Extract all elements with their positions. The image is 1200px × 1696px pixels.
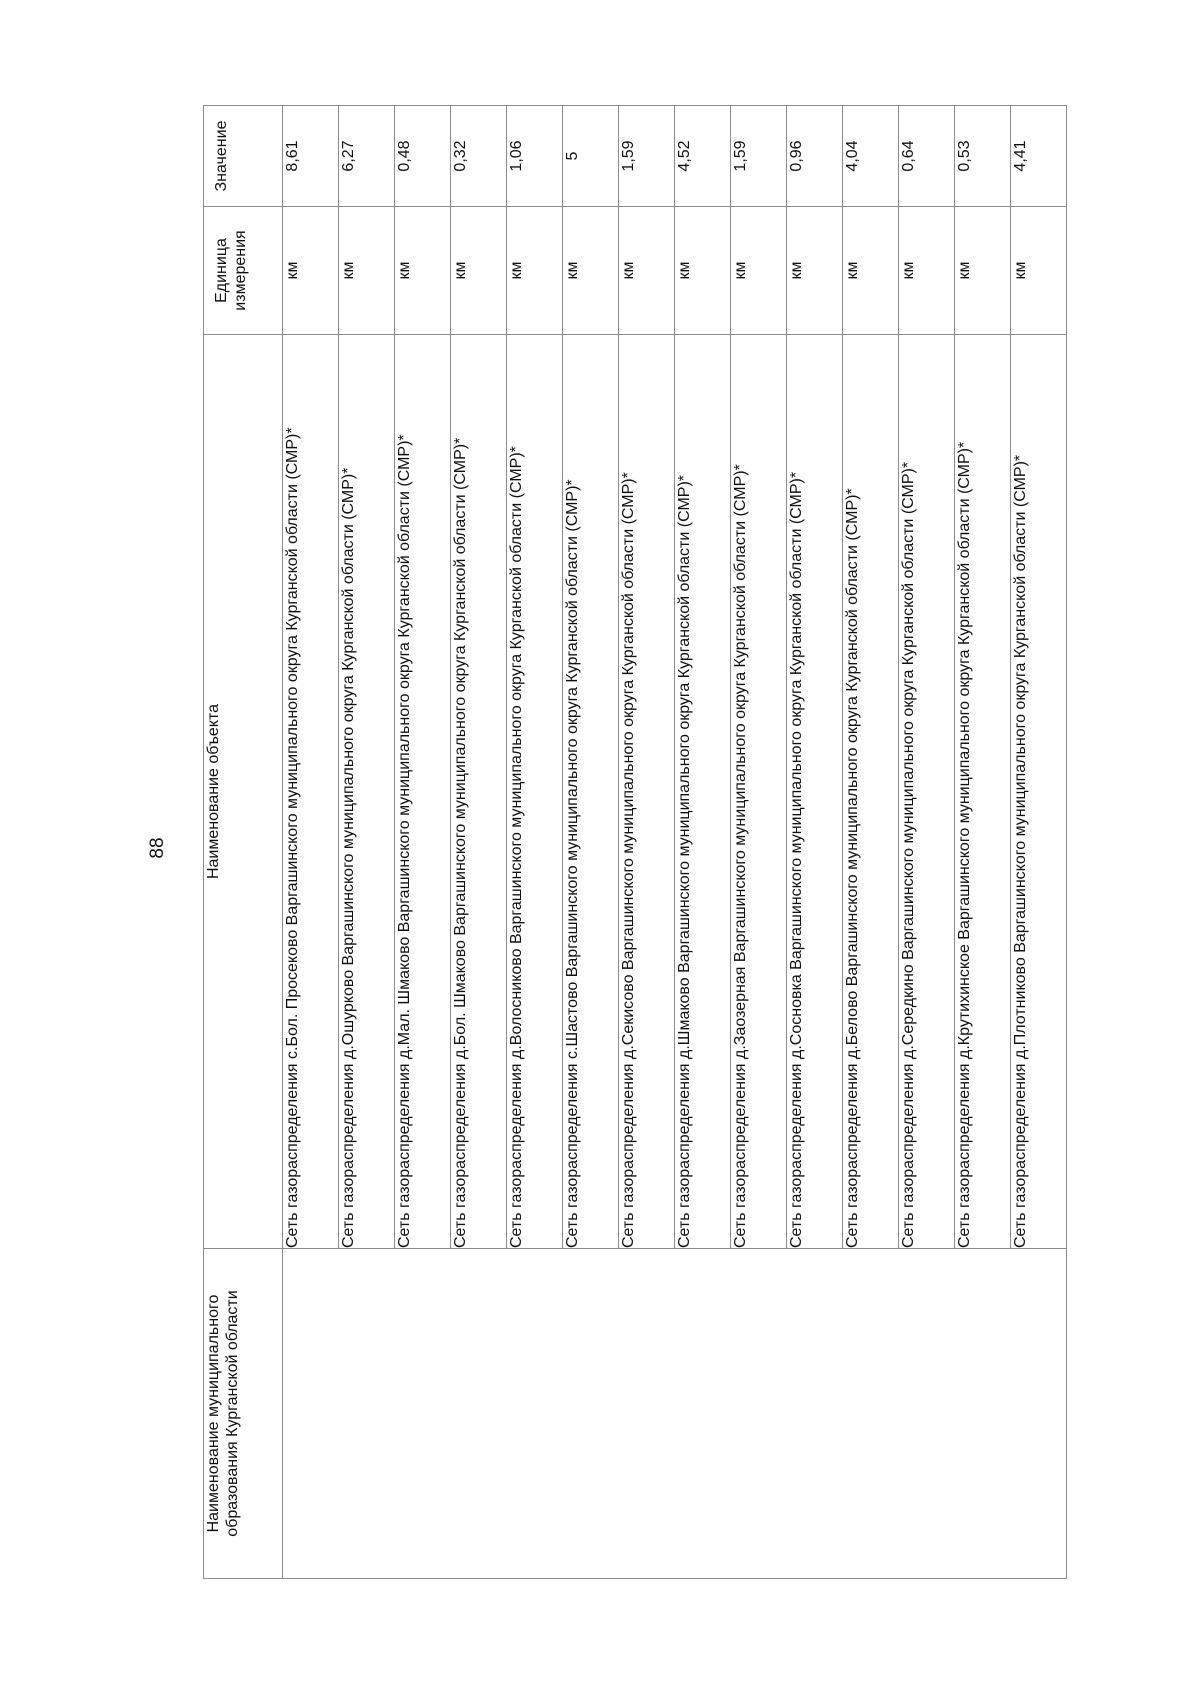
table-header-row [204,106,283,1579]
page-number: 88 [147,837,168,859]
value-cell: 1,06 [507,106,563,207]
value-cell: 0,96 [787,106,843,207]
object-name-cell: Сеть газораспределения д.Секисово Варгашинского муниципального округа Курганской области (СМР)* [619,335,675,1249]
object-name-cell: Сеть газораспределения д.Сосновка Варгашинского муниципального округа Курганской области (СМР)* [787,335,843,1249]
unit-cell: км [451,207,507,335]
municipality-cell [283,1249,1067,1579]
value-cell: 0,64 [899,106,955,207]
unit-cell: км [1011,207,1067,335]
object-name-cell: Сеть газораспределения д.Волосниково Варгашинского муниципального округа Курганской области (СМР)* [507,335,563,1249]
value-cell: 0,32 [451,106,507,207]
unit-cell: км [843,207,899,335]
unit-cell: км [955,207,1011,335]
value-cell: 4,41 [1011,106,1067,207]
table-row [283,106,339,1579]
value-cell: 6,27 [339,106,395,207]
value-cell: 0,48 [395,106,451,207]
header-municipality: Наименование муниципального образования Курганской области [204,1249,283,1579]
value-cell: 4,04 [843,106,899,207]
object-name-cell: Сеть газораспределения д.Белово Варгашинского муниципального округа Курганской области (СМР)* [843,335,899,1249]
object-name-cell: Сеть газораспределения с.Бол. Просеково Варгашинского муниципального округа Курганской области (СМР)* [283,335,339,1249]
value-cell: 0,53 [955,106,1011,207]
unit-cell: км [507,207,563,335]
object-name-cell: Сеть газораспределения с.Шастово Варгашинского муниципального округа Курганской области (СМР)* [563,335,619,1249]
header-object-name: Наименование объекта [204,335,283,1249]
value-cell: 4,52 [675,106,731,207]
value-cell: 1,59 [731,106,787,207]
object-name-cell: Сеть газораспределения д.Середкино Варгашинского муниципального округа Курганской области (СМР)* [899,335,955,1249]
value-cell: 5 [563,106,619,207]
value-cell: 8,61 [283,106,339,207]
object-name-cell: Сеть газораспределения д.Плотниково Варгашинского муниципального округа Курганской области (СМР)* [1011,335,1067,1249]
header-unit: Единица измерения [204,207,283,335]
header-value: Значение [204,106,283,207]
object-name-cell: Сеть газораспределения д.Бол. Шмаково Варгашинского муниципального округа Курганской области (СМР)* [451,335,507,1249]
unit-cell: км [787,207,843,335]
unit-cell: км [731,207,787,335]
unit-cell: км [899,207,955,335]
object-name-cell: Сеть газораспределения д.Мал. Шмаково Варгашинского муниципального округа Курганской области (СМР)* [395,335,451,1249]
object-name-cell: Сеть газораспределения д.Ошурково Варгашинского муниципального округа Курганской области (СМР)* [339,335,395,1249]
object-name-cell: Сеть газораспределения д.Заозерная Варгашинского муниципального округа Курганской области (СМР)* [731,335,787,1249]
unit-cell: км [395,207,451,335]
object-name-cell: Сеть газораспределения д.Крутихинское Варгашинского муниципального округа Курганской области (СМР)* [955,335,1011,1249]
value-cell: 1,59 [619,106,675,207]
unit-cell: км [283,207,339,335]
object-name-cell: Сеть газораспределения д.Шмаково Варгашинского муниципального округа Курганской области (СМР)* [675,335,731,1249]
unit-cell: км [619,207,675,335]
gas-network-table [203,105,1067,1579]
unit-cell: км [675,207,731,335]
unit-cell: км [339,207,395,335]
unit-cell: км [563,207,619,335]
